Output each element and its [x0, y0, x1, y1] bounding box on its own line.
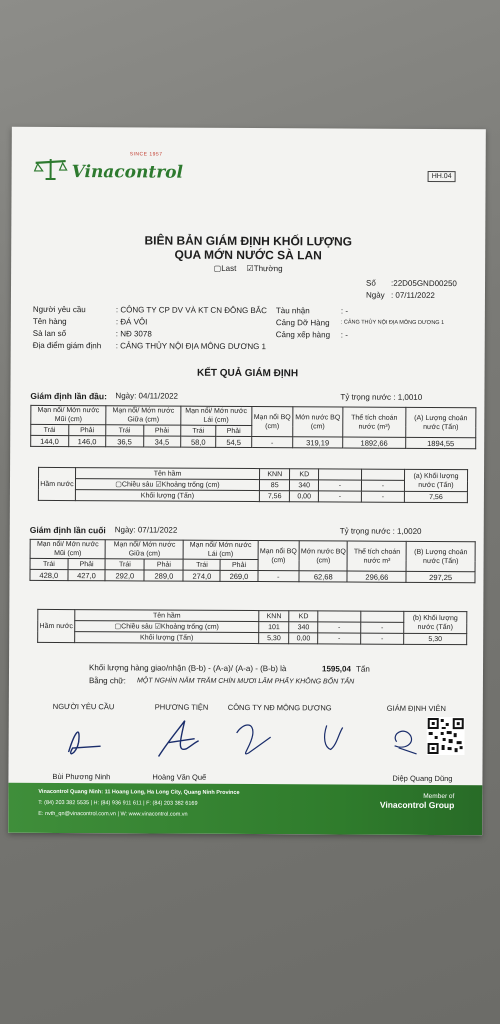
first-tank-table — [38, 467, 468, 503]
kd-header: KD — [290, 469, 319, 480]
water-mass-title: (b) Khối lượng nước (Tấn) — [404, 611, 467, 633]
dash-cell: - — [361, 491, 404, 502]
mass-label: Khối lượng (Tấn) — [75, 632, 259, 644]
kd-value: 340 — [290, 480, 319, 491]
mass-knn: 7,56 — [259, 491, 290, 502]
signer-name-inspector: Diệp Quang Dũng — [392, 773, 453, 784]
header-port: Trái — [183, 559, 220, 570]
dash-cell: - — [318, 633, 361, 644]
first-water-density: Tỷ trọng nước : 1,0010 — [340, 392, 423, 402]
value-cell: 144,0 — [31, 435, 69, 446]
signer-name-requester: Bùi Phương Ninh — [52, 771, 111, 782]
tank-label: Hầm nước — [38, 609, 75, 642]
footer-phones: T: (84) 203 382 5535 | H: (84) 936 911 611 | F: (84) 203 382 6169 — [38, 799, 198, 807]
kd-header: KD — [289, 611, 318, 622]
footer-address: Vinacontrol Quang Ninh: 11 Hoang Long, Ha Long City, Quang Ninh Province — [38, 788, 240, 796]
header-port: Trái — [30, 558, 68, 569]
dash-cell: - — [318, 480, 361, 491]
header-port: Trái — [106, 425, 143, 436]
knn-header: KNN — [259, 611, 290, 622]
value-cell: 269,0 — [220, 570, 257, 581]
value-cell: 297,25 — [406, 571, 475, 582]
knn-value: 85 — [259, 480, 290, 491]
dash-cell: - — [361, 622, 404, 633]
ngay-value: : 07/11/2022 — [390, 290, 435, 300]
value-cell: 36,5 — [106, 436, 143, 447]
empty-header — [319, 469, 362, 480]
first-survey-heading: Giám định lần đầu: — [30, 390, 107, 402]
header-freeboard-avg: Mạn nổi BQ (cm) — [258, 541, 300, 571]
in-words-label: Bằng chữ: — [88, 676, 126, 686]
signer-role-requester: NGƯỜI YÊU CẦU — [52, 701, 115, 712]
value-cell: 34,5 — [143, 436, 180, 447]
location-label: Địa điểm giám định — [32, 340, 102, 351]
dash-cell: - — [361, 480, 404, 491]
first-draft-table — [30, 405, 476, 449]
ngay-label: Ngày — [365, 290, 385, 300]
value-cell: - — [251, 437, 292, 448]
so-label: Số — [366, 278, 376, 288]
barge-label: Sà lan số — [32, 328, 67, 339]
requester-label: Người yêu cầu — [32, 304, 86, 315]
header-volume: Thể tích choán nước (m³) — [343, 407, 406, 437]
signer-role-vessel: PHƯƠNG TIỆN — [154, 702, 209, 712]
member-label: Member of — [423, 792, 455, 801]
tank-name-header: Tên hầm — [75, 610, 259, 622]
receiving-ship-value: : - — [340, 306, 349, 316]
water-mass-title: (a) Khối lượng nước (Tấn) — [404, 469, 467, 491]
last-survey-date: Ngày: 07/11/2022 — [114, 525, 178, 535]
knn-header: KNN — [260, 469, 291, 480]
last-draft-table — [29, 539, 475, 583]
header-port: Trái — [31, 424, 69, 435]
value-cell: 292,0 — [105, 570, 144, 581]
report-title: BIÊN BẢN GIÁM ĐỊNH KHỐI LƯỢNG — [144, 233, 353, 249]
empty-header — [362, 469, 405, 480]
header-bow: Mạn nổi/ Mớn nước Mũi (cm) — [30, 539, 105, 558]
signature-company-1 — [237, 725, 271, 754]
tank-mode: ▢Chiều sâu ☑Khoảng trống (cm) — [75, 621, 259, 633]
unloading-port-label: Cảng Dỡ Hàng — [275, 318, 330, 328]
header-stern: Mạn nổi/ Mớn nước Lái (cm) — [183, 540, 257, 559]
signer-role-inspector: GIÁM ĐỊNH VIÊN — [386, 703, 447, 714]
header-starboard: Phải — [216, 425, 251, 436]
header-draft-avg: Mớn nước BQ (cm) — [299, 541, 348, 571]
header-freeboard-avg: Mạn nổi BQ (cm) — [251, 407, 293, 437]
logo-name: Vinacontrol — [71, 162, 184, 183]
member-badge — [380, 793, 455, 810]
requester-value: : CÔNG TY CP DV VÀ KT CN ĐÔNG BẮC — [115, 305, 267, 316]
inspection-report-document — [8, 127, 486, 835]
total-label: Khối lượng hàng giao/nhận (B-b) - (A-a)/ (A-a) - (B-b) là — [88, 663, 287, 674]
header-starboard: Phải — [144, 559, 183, 570]
empty-header — [361, 611, 404, 622]
signature-company-2 — [325, 725, 343, 749]
location-value: : CẢNG THỦY NỘI ĐỊA MÔNG DƯƠNG 1 — [115, 341, 267, 352]
loading-port-label: Cảng xếp hàng — [275, 330, 331, 340]
last-water-density: Tỷ trọng nước : 1,0020 — [339, 526, 422, 536]
last-tank-table — [37, 609, 467, 645]
signatures — [8, 712, 482, 774]
value-cell: 289,0 — [144, 570, 183, 581]
tank-mode: ▢Chiều sâu ☑Khoảng trống (cm) — [75, 479, 259, 491]
header-port: Trái — [181, 425, 216, 436]
kd-value: 340 — [289, 622, 318, 633]
receiving-ship-label: Tàu nhận — [275, 306, 310, 316]
barge-value: : NĐ 3078 — [115, 329, 152, 339]
header-port: Trái — [105, 559, 144, 570]
value-cell: 319,19 — [293, 437, 343, 448]
total-value: 1595,04 — [321, 664, 351, 674]
unloading-port-value: : CẢNG THỦY NỘI ĐỊA MÔNG DƯƠNG 1 — [340, 319, 445, 327]
value-cell: 296,66 — [347, 571, 406, 582]
goods-label: Tên hàng — [32, 316, 67, 327]
water-mass-value: 5,30 — [404, 633, 467, 644]
value-cell: 146,0 — [68, 436, 106, 447]
header-starboard: Phải — [68, 425, 106, 436]
header-draft-avg: Mớn nước BQ (cm) — [293, 407, 343, 437]
logo-since: SINCE 1957 — [129, 151, 163, 158]
loading-port-value: : - — [340, 330, 348, 340]
empty-header — [318, 611, 361, 622]
value-cell: 427,0 — [68, 570, 106, 581]
value-cell: 54,5 — [216, 436, 251, 447]
report-subtitle: QUA MỚN NƯỚC SÀ LAN — [174, 247, 322, 263]
dash-cell: - — [361, 633, 404, 644]
value-cell: 274,0 — [183, 570, 220, 581]
header-mid: Mạn nổi/ Mớn nước Giữa (cm) — [105, 540, 183, 559]
total-unit: Tấn — [355, 664, 370, 674]
knn-value: 101 — [259, 622, 290, 633]
dash-cell: - — [318, 491, 361, 502]
water-mass-value: 7,56 — [404, 491, 467, 502]
header-starboard: Phải — [143, 425, 180, 436]
first-survey-date: Ngày: 04/11/2022 — [115, 391, 179, 401]
qr-code — [427, 717, 465, 755]
footer-email-web: E: nvth_qn@vinacontrol.com.vn | W: www.vinacontrol.com.vn — [38, 810, 188, 818]
goods-value: : ĐÁ VÔI — [115, 317, 148, 327]
header-mid: Mạn nổi/ Mớn nước Giữa (cm) — [106, 406, 181, 425]
value-cell: 1892,66 — [343, 437, 406, 448]
value-cell: 62,68 — [299, 571, 347, 582]
signature-inspector — [395, 731, 417, 754]
mass-label: Khối lượng (Tấn) — [75, 490, 259, 502]
so-value: :22D05GND00250 — [391, 278, 457, 289]
header-displacement: (B) Lượng choán nước (Tấn) — [406, 541, 475, 571]
option-normal: ☑Thường — [246, 263, 283, 274]
signature-vessel — [159, 721, 199, 757]
header-volume: Thể tích choán nước m³ — [347, 541, 406, 571]
mass-kd: 0,00 — [289, 633, 318, 644]
vinacontrol-logo — [34, 157, 184, 182]
last-survey-heading: Giám định lần cuối — [29, 524, 106, 536]
value-cell: 428,0 — [30, 569, 68, 580]
dash-cell: - — [318, 622, 361, 633]
header-displacement: (A) Lượng choán nước (Tấn) — [406, 407, 476, 437]
tank-label: Hầm nước — [38, 467, 75, 500]
header-starboard: Phải — [220, 559, 257, 570]
tank-name-header: Tên hầm — [76, 468, 260, 480]
mass-knn: 5,30 — [259, 633, 290, 644]
value-cell: - — [257, 571, 299, 582]
result-title: KẾT QUẢ GIÁM ĐỊNH — [196, 367, 299, 380]
report-type-options — [11, 263, 485, 274]
in-words-value: MỘT NGHÌN NĂM TRĂM CHÍN MƯƠI LĂM PHẨY KHÔNG BỐN TẤN — [136, 677, 355, 686]
member-group: Vinacontrol Group — [379, 799, 455, 811]
signer-name-vessel: Hoàng Văn Quế — [152, 772, 207, 782]
header-stern: Mạn nổi/ Mớn nước Lái (cm) — [181, 406, 252, 425]
value-cell: 58,0 — [181, 436, 216, 447]
footer-band — [8, 783, 482, 835]
signer-role-company: CÔNG TY NĐ MÔNG DƯƠNG — [227, 702, 332, 713]
option-last: ▢Last — [213, 263, 237, 273]
form-code: HH.04 — [428, 171, 456, 182]
mass-kd: 0,00 — [290, 491, 319, 502]
header-starboard: Phải — [68, 559, 106, 570]
scale-logo-icon — [34, 157, 68, 181]
value-cell: 1894,55 — [406, 437, 476, 448]
signature-requester — [69, 732, 101, 754]
header-bow: Mạn nổi/ Mớn nước Mũi (cm) — [31, 405, 106, 424]
